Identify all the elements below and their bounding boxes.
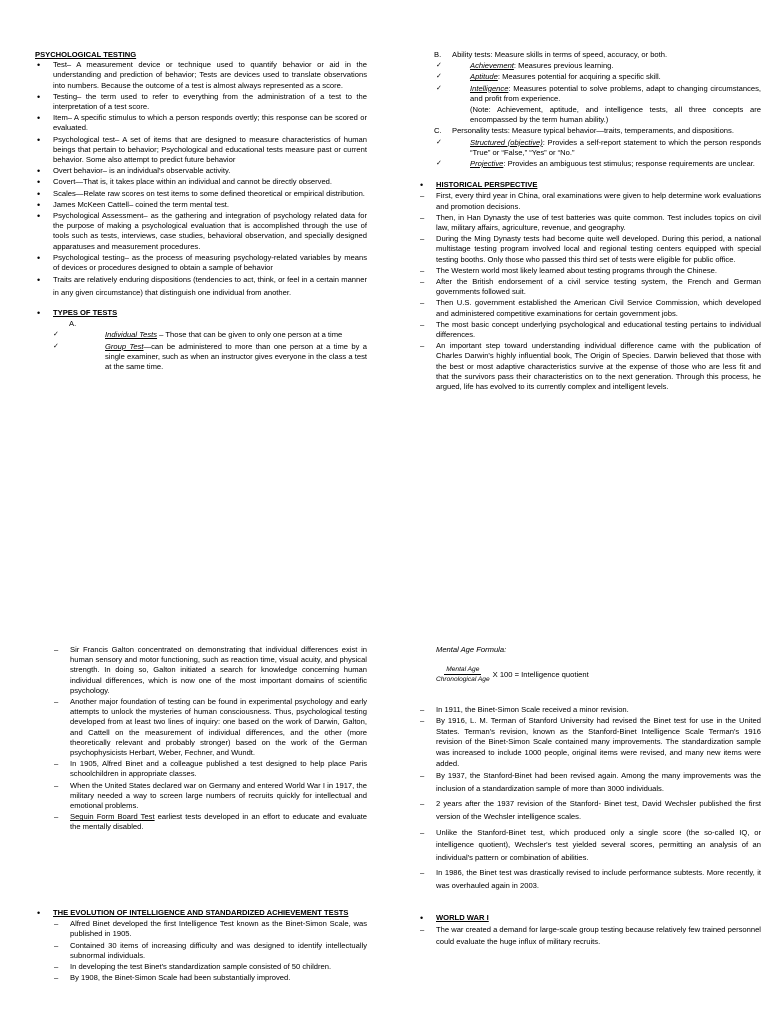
list-item: – The most basic concept underlying psychological and educational testing pertains to individual differences. — [418, 320, 761, 340]
ability-note: (Note: Achievement, aptitude, and intelligence tests, all three concepts are encompassed by the term human ability.) — [470, 105, 761, 125]
personality-heading: C. Personality tests: Measure typical behavior—traits, temperaments, and dispositions. — [434, 126, 734, 136]
list-item: – Then, in Han Dynasty the use of test batteries was quite common. Test includes topics on civil law, military affairs, agriculture, revenue, and geography. — [418, 213, 761, 233]
mental-age-formula — [436, 666, 589, 683]
list-item: – In developing the test Binet's standardization sample consisted of 50 children. — [52, 962, 367, 972]
list-item: – During the Ming Dynasty tests had become quite well developed. During this period, a national multistage testing program involved local and regional testing centers equipped with special testing booths. Only those who passed this third set of tests were eligible for public office. — [418, 234, 761, 265]
list-item: ✓ Group Test—can be administered to more than one person at a time by a single examiner, such as when an instructor gives everyone in the class a test at the same time. — [35, 342, 367, 373]
top-right-column — [418, 50, 761, 393]
list-item: – When the United States declared war on Germany and entered World War I in 1917, the military needed a way to screen large numbers of recruits quickly for intellectual and emotional problems. — [52, 781, 367, 812]
list-item: • Psychological Assessment– as the gathering and integration of psychology related data for the purpose of making a psychological evaluation that is accomplished through the use of tools such as tests, interviews, case studies, behavioral observation, and specially designed apparatuses and measurement procedures. — [35, 211, 367, 252]
list-item: – The war created a demand for large-scale group testing because relatively few trained personnel could evaluate the huge influx of military recruits. — [418, 924, 761, 949]
list-item: • Item– A specific stimulus to which a person responds overtly; this response can be scored or evaluated. — [35, 113, 367, 133]
list-item: – Seguin Form Board Test earliest tests developed in an effort to educate and evaluate the mentally disabled. — [52, 812, 367, 832]
formula-result: X 100 = Intelligence quotient — [492, 670, 589, 679]
list-item: • Covert—That is, it takes place within an individual and cannot be directly observed. — [35, 177, 367, 187]
list-item: • Scales—Relate raw scores on test items to some defined theoretical or empirical distribution. — [35, 189, 367, 199]
types-label: A. — [69, 319, 77, 329]
list-item: – In 1905, Alfred Binet and a colleague published a test designed to help place Paris schoolchildren in appropriate classes. — [52, 759, 367, 779]
section-title-psychological-testing: PSYCHOLOGICAL TESTING — [35, 50, 137, 59]
list-item: ✓ Projective: Provides an ambiguous test stimulus; response requirements are unclear. — [418, 159, 761, 169]
list-item: – Unlike the Stanford-Binet test, which produced only a single score (the so-called IQ, or intelligence quotient), Wechsler's test yielded several scores, permitting an analysis of an individual's pattern or combination of abilities. — [418, 827, 761, 865]
formula-title: Mental Age Formula: — [436, 645, 507, 654]
list-item: • Psychological testing– as the process of measuring psychology-related variables by means of devices or procedures designed to obtain a sample of behavior — [35, 253, 367, 273]
list-item: – 2 years after the 1937 revision of the Stanford- Binet test, David Wechsler published the first version of the Wechsler intelligence scales. — [418, 798, 761, 823]
list-item: ✓ Aptitude: Measures potential for acquiring a specific skill. — [418, 72, 761, 82]
formula-denominator: Chronological Age — [436, 676, 490, 683]
list-item: – After the British endorsement of a civil service testing system, the French and German governments followed suit. — [418, 277, 761, 297]
list-item: – In 1986, the Binet test was drastically revised to include performance subtests. More recently, it was overhauled again in 2003. — [418, 867, 761, 892]
historical-perspective — [418, 180, 761, 392]
list-item: ✓ Intelligence: Measures potential to solve problems, adapt to changing circumstances, and profit from experience. — [418, 84, 761, 104]
list-item: • Test– A measurement device or technique used to quantify behavior or aid in the understanding and prediction of behavior; Tests are devices used to translate observations into numbers. Because the outcome of a test is almost always represented as a score. — [35, 60, 367, 91]
list-item: – Another major foundation of testing can be found in experimental psychology and early attempts to unlock the mysteries of human consciousness. Thus, psychological testing developed from at least two lines of inquiry: one based on the work of Darwin, Galton, and Cattell on the measurement of individual differences, and the other (more theoretically relevant and probably stronger) based on the work of the German psychophysicists Herbart, Weber, Fechner, and Wundt. — [52, 697, 367, 758]
types-list — [35, 319, 367, 372]
section-title-historical-perspective: • HISTORICAL PERSPECTIVE — [418, 180, 761, 190]
formula-numerator: Mental Age — [446, 666, 480, 673]
bottom-left-column — [52, 645, 367, 834]
evolution-list — [35, 908, 367, 983]
list-item: – By 1916, L. M. Terman of Stanford University had revised the Binet test for use in the United States. Terman's revision, known as the Stanford-Binet Intelligence Scale Terman's 1916 revision of the Binet-Simon Scale contained many improvements. The standardization sample was increased to include 1000 people, original items were revised, and many new items were added. — [418, 716, 761, 769]
list-item: ✓ Individual Tests – Those that can be given to only one person at a time — [35, 330, 367, 340]
section-title-types-of-tests: • TYPES OF TESTS — [35, 308, 367, 318]
history-continued-list — [52, 645, 367, 833]
list-item: – In 1911, the Binet-Simon Scale received a minor revision. — [418, 705, 761, 715]
world-war-one — [418, 913, 761, 949]
bottom-right-column — [418, 705, 761, 950]
list-item: – Alfred Binet developed the first Intelligence Test known as the Binet-Simon Scale, was published in 1905. — [52, 919, 367, 939]
list-item: • Psychological test– A set of items that are designed to measure characteristics of human beings that pertain to behavior; Psychological and educational tests measure past or current behavior. Some also attempt to predict future behavior — [35, 135, 367, 166]
list-item: – Sir Francis Galton concentrated on demonstrating that individual differences exist in human sensory and motor functioning, such as reaction time, visual acuity, and physical strength. In doing so, Galton initiated a search for knowledge concerning human individual differences, which is now one of the most important domains of scientific psychology. — [52, 645, 367, 696]
list-item: – An important step toward understanding individual difference came with the publication of Charles Darwin's highly influential book, The Origin of Species. Darwin believed that those with the best or most adaptive characteristics survive at the expense of those who are less fit and that the survivors pass their characteristics on to the next generation. Through this process, he argued, life has evolved to its currently complex and intelligent levels. — [418, 341, 761, 392]
list-item: • James McKeen Cattell– coined the term mental test. — [35, 200, 367, 210]
ability-heading: B. Ability tests: Measure skills in terms of speed, accuracy, or both. — [434, 50, 668, 59]
formula-fraction — [436, 666, 490, 683]
list-item: ✓ Structured (objective): Provides a self-report statement to which the person responds “True” or “False,” “Yes” or “No.” — [418, 138, 761, 158]
list-item: – The Western world most likely learned about testing programs through the Chinese. — [418, 266, 761, 276]
evolution-section — [35, 908, 367, 984]
section-title-evolution: • THE EVOLUTION OF INTELLIGENCE AND STANDARDIZED ACHIEVEMENT TESTS — [35, 908, 367, 918]
list-item: • Overt behavior– is an individual's observable activity. — [35, 166, 367, 176]
list-item: • Testing– the term used to refer to everything from the administration of a test to the interpretation of a test score. — [35, 92, 367, 112]
list-item: – Then U.S. government established the American Civil Service Commission, which developed and administered competitive examinations for certain government jobs. — [418, 298, 761, 318]
definitions-list — [35, 60, 367, 299]
top-left-column — [35, 50, 367, 373]
list-item: – By 1908, the Binet-Simon Scale had been substantially improved. — [52, 973, 367, 983]
list-item: – Contained 30 items of increasing difficulty and was designed to identify intellectually subnormal individuals. — [52, 941, 367, 961]
types-of-tests — [35, 308, 367, 318]
list-item: ✓ Achievement: Measures previous learning. — [418, 61, 761, 71]
list-item: • Traits are relatively enduring dispositions (tendencies to act, think, or feel in a certain manner in any given circumstance) that distinguish one individual from another. — [35, 274, 367, 299]
binet-revisions-list — [418, 705, 761, 893]
ability-tests — [418, 50, 761, 169]
list-item: – By 1937, the Stanford-Binet had been revised again. Among the many improvements was the inclusion of a standardization sample of more than 3000 individuals. — [418, 770, 761, 795]
list-item: – First, every third year in China, oral examinations were given to help determine work evaluations and promotion decisions. — [418, 191, 761, 211]
section-title-world-war-one: • WORLD WAR I — [418, 913, 761, 923]
